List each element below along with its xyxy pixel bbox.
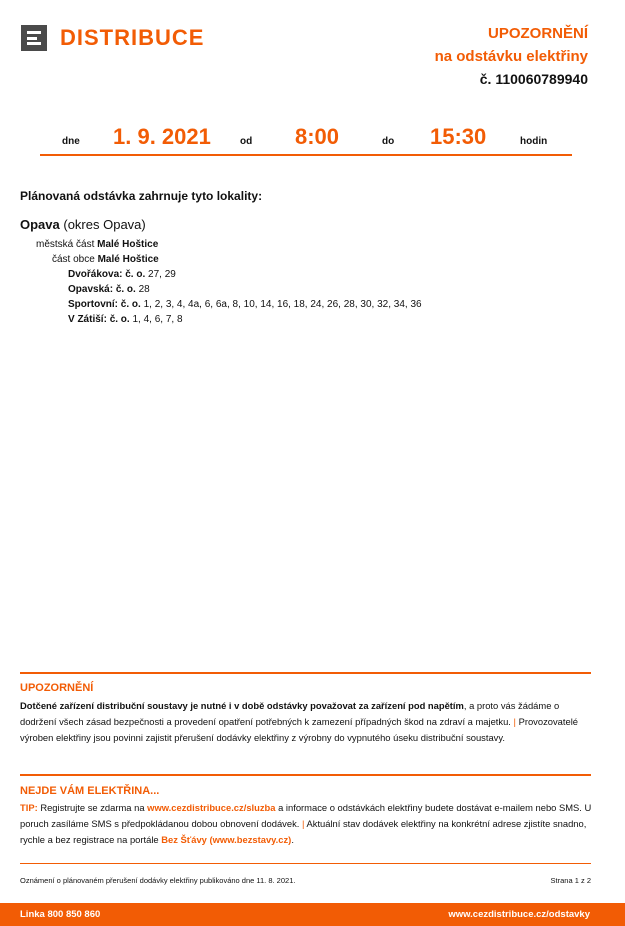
street-row xyxy=(68,312,422,327)
warning-body: , a proto vás žádáme o dodržení všech zásad bezpečnosti a provedení opatření potřebných k zamezení případných škod na zdraví a majetku. xyxy=(20,700,560,727)
municipality-part-name: Malé Hoštice xyxy=(97,254,159,265)
street-row xyxy=(68,297,422,312)
notice-title: UPOZORNĚNÍ xyxy=(487,25,588,42)
tip-label: TIP: xyxy=(20,802,38,813)
street-row xyxy=(68,267,422,282)
footer-bar xyxy=(0,903,625,926)
house-prefix: č. o. xyxy=(120,299,141,310)
house-numbers: 1, 2, 3, 4, 4a, 6, 6a, 8, 10, 14, 16, 18, 24, 26, 28, 30, 32, 34, 36 xyxy=(143,299,422,310)
street-name: Opavská: xyxy=(68,284,114,295)
house-prefix: č. o. xyxy=(115,284,136,295)
divider xyxy=(20,672,591,674)
house-numbers: 28 xyxy=(138,284,150,295)
end-time: 15:30 xyxy=(430,124,487,149)
website-link[interactable]: www.cezdistribuce.cz/odstavky xyxy=(448,909,590,920)
separator: | xyxy=(301,818,305,829)
date-label: dne xyxy=(62,136,80,147)
tip-end: . xyxy=(291,834,294,845)
notice-number: č. 110060789940 xyxy=(479,71,588,87)
tip-body-1: Registrujte se zdarma na xyxy=(40,802,145,813)
district-part-name: Malé Hoštice xyxy=(97,239,159,250)
bez-stavy-link[interactable]: Bez Šťávy xyxy=(161,834,207,845)
hotline[interactable]: Linka 800 850 860 xyxy=(20,909,101,920)
from-label: od xyxy=(240,136,253,147)
outage-date: 1. 9. 2021 xyxy=(113,124,211,149)
published-note: Oznámení o plánovaném přerušení dodávky elektřiny publikováno dne 11. 8. 2021. xyxy=(20,876,296,885)
start-time: 8:00 xyxy=(295,124,340,149)
tip-body-3: Aktuální stav dodávek elektřiny na konkrétní adrese zjistíte snadno, rychle a bez registrace na portále xyxy=(20,818,587,845)
divider xyxy=(20,774,591,776)
tip-text xyxy=(20,800,592,848)
schedule-line xyxy=(40,124,572,156)
street-name: V Zátiší: xyxy=(68,314,107,325)
warning-bold-text: Dotčené zařízení distribuční soustavy je nutné i v době odstávky považovat za zařízení pod napětím xyxy=(20,700,464,711)
street-list xyxy=(68,267,422,327)
house-numbers: 1, 4, 6, 7, 8 xyxy=(132,314,183,325)
divider xyxy=(20,863,591,864)
logo-text: DISTRIBUCE xyxy=(60,25,205,50)
notice-subtitle: na odstávku elektřiny xyxy=(434,48,588,65)
warning-body-2: Provozovatelé výroben elektřiny jsou povinni zajistit přerušení dodávky elektřiny z výrobny do vypnutého úseku distribuční soustavy. xyxy=(20,716,578,743)
warning-text xyxy=(20,698,592,746)
separator: | xyxy=(513,716,516,727)
district-part-label: městská část xyxy=(36,239,95,250)
hours-label: hodin xyxy=(520,136,548,147)
tip-heading: NEJDE VÁM ELEKTŘINA... xyxy=(20,785,160,797)
bezstavy-url-link[interactable]: (www.bezstavy.cz) xyxy=(209,834,292,845)
district-part-line xyxy=(36,237,158,252)
tip-body-2: a informace o odstávkách elektřiny budete dostávat e-mailem nebo SMS. U poruch zasíláme SMS s předpokládanou dobou obnovení dodávek. xyxy=(20,802,592,829)
page-number: Strana 1 z 2 xyxy=(550,876,591,885)
house-prefix: č. o. xyxy=(125,269,146,280)
locations-heading: Plánovaná odstávka zahrnuje tyto lokality: xyxy=(20,189,263,203)
house-prefix: č. o. xyxy=(109,314,130,325)
notice-header xyxy=(435,22,588,91)
municipality-part-label: část obce xyxy=(52,254,95,265)
cez-logo xyxy=(21,25,204,51)
house-numbers: 27, 29 xyxy=(148,269,176,280)
district-name: (okres Opava) xyxy=(63,217,146,232)
registration-link[interactable]: www.cezdistribuce.cz/sluzba xyxy=(147,802,276,813)
street-row xyxy=(68,282,422,297)
warning-heading: UPOZORNĚNÍ xyxy=(20,682,94,694)
city-name: Opava xyxy=(20,217,60,232)
logo-mark-icon xyxy=(21,25,47,51)
city-line xyxy=(20,216,146,233)
street-name: Sportovní: xyxy=(68,299,118,310)
municipality-part-line xyxy=(52,252,159,267)
to-label: do xyxy=(382,136,395,147)
street-name: Dvořákova: xyxy=(68,269,123,280)
